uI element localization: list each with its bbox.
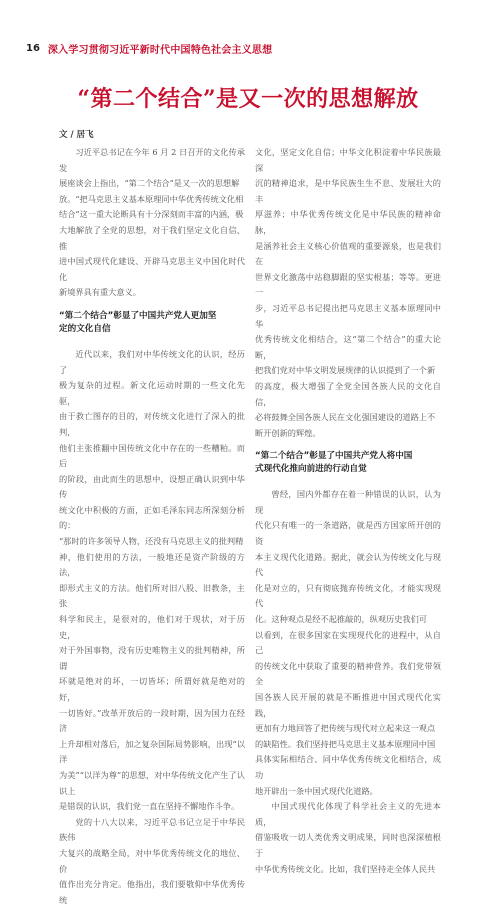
paragraph: 曾经，国内外都存在着一种错误的认识，认为现 代化只有唯一的一条道路，就是西方国家所开创的资 本主义现代化道路。据此，就会认为传统文化与现代 化是对立的，只有彻底抛弃传统文化，才能实现现代 化。这种观点是经不起推敲的，纵观历史我们可 以看到，在很多国家在实现现代化的进程中，从自己 的传统文化中获取了重要的精神营养。我们党带领全 国各族人民开展的就是不断推进中国式现代化实践， 更加有力地回答了把传统与现代对立起来这一观点 的缺陷性。我们坚持把马克思主义基本原理同中国 具体实际相结合、同中华优秀传统文化相结合，成功 地开辟出一条中国式现代化道路。 <box>255 489 441 796</box>
right-column <box>255 145 441 877</box>
section-title: 深入学习贯彻习近平新时代中国特色社会主义思想 <box>47 44 273 56</box>
byline: 文 / 居飞 <box>59 130 94 140</box>
article-title: “第二个结合”是又一次的思想解放 <box>77 86 419 112</box>
paragraph: 文化，坚定文化自信；中华文化积淀着中华民族最深 沉的精神追求，是中华民族生生不息、发展壮大的丰 厚滋养；中华优秀传统文化是中华民族的精神命脉， 是涵养社会主义核心价值观的重要源泉，也是我们在 世界文化激荡中站稳脚跟的坚实根基；等等。更进一 步，习近平总书记提出把马克思主义基本原理同中华 优秀传统文化相结合，这“第二个结合”的重大论断， 把我们党对中华文明发展规律的认识提到了一个新 的高度，极大增强了全党全国各族人民的文化自信， 必将鼓舞全国各族人民在文化强国建设的道路上不 断开创新的辉煌。 <box>255 147 441 438</box>
paragraph: 习近平总书记在今年 6 月 2 日召开的文化传承发 展座谈会上指出，“第二个结合”是又一次的思想解 放。“把马克思主义基本原理同中华优秀传统文化相 结合”这一重大论断具有十分深刻而丰富的内涵，极 大地解放了全党的思想，对于我们坚定文化自信、推 进中国式现代化建设、开辟马克思主义中国化时代化 新境界具有重大意义。 <box>59 147 245 298</box>
subheading: “第二个结合”彰显了中国共产党人更加坚 定的文化自信 <box>59 310 217 334</box>
left-column <box>59 145 245 908</box>
paragraph: 党的十八大以来，习近平总书记立足于中华民族伟 大复兴的战略全局，对中华优秀传统文化的地位、价 值作出充分肯定。他指出，我们要敬仰中华优秀传统 <box>59 816 245 905</box>
page-number: 16 <box>26 42 40 54</box>
subheading: “第二个结合”彰显了中国共产党人将中国 式现代化推向前进的行动自觉 <box>255 451 413 475</box>
paragraph: 近代以来，我们对中华传统文化的认识，经历了 极为复杂的过程。新文化运动时期的一些文化先驱， 由于救亡图存的目的，对传统文化进行了深入的批判， 他们主张推翻中国传统文化中存在的一些糟粕。而后 的阶段，由此而生的思想中，设想正确认识到中华传 统文化中积极的方面，正如毛泽东同志所深刻分析的： “那时的许多领导人物，还没有马克思主义的批判精 神，他们使用的方法，一般地还是资产阶级的方法， 即形式主义的方法。他们所对旧八股、旧教条，主张 科学和民主，是很对的，他们对于现状，对于历史， 对于外国事物，没有历史唯物主义的批判精神，所谓 坏就是绝对的坏，一切皆坏；所谓好就是绝对的好， 一切皆好。”改革开放后的一段时期，因为国力在经济 上升却相对落后，加之复杂国际局势影响，出现“以洋 为美”“以洋为尊”的思想，对中华传统文化产生了认识上 是错误的认识，我们党一直在坚持不懈地作斗争。 <box>59 348 245 812</box>
running-header <box>26 41 476 55</box>
paragraph: 中国式现代化体现了科学社会主义的先进本质， 借鉴吸收一切人类优秀文明成果，同时也深深植根于 中华优秀传统文化。比如，我们坚持走全体人民共 <box>255 801 441 874</box>
